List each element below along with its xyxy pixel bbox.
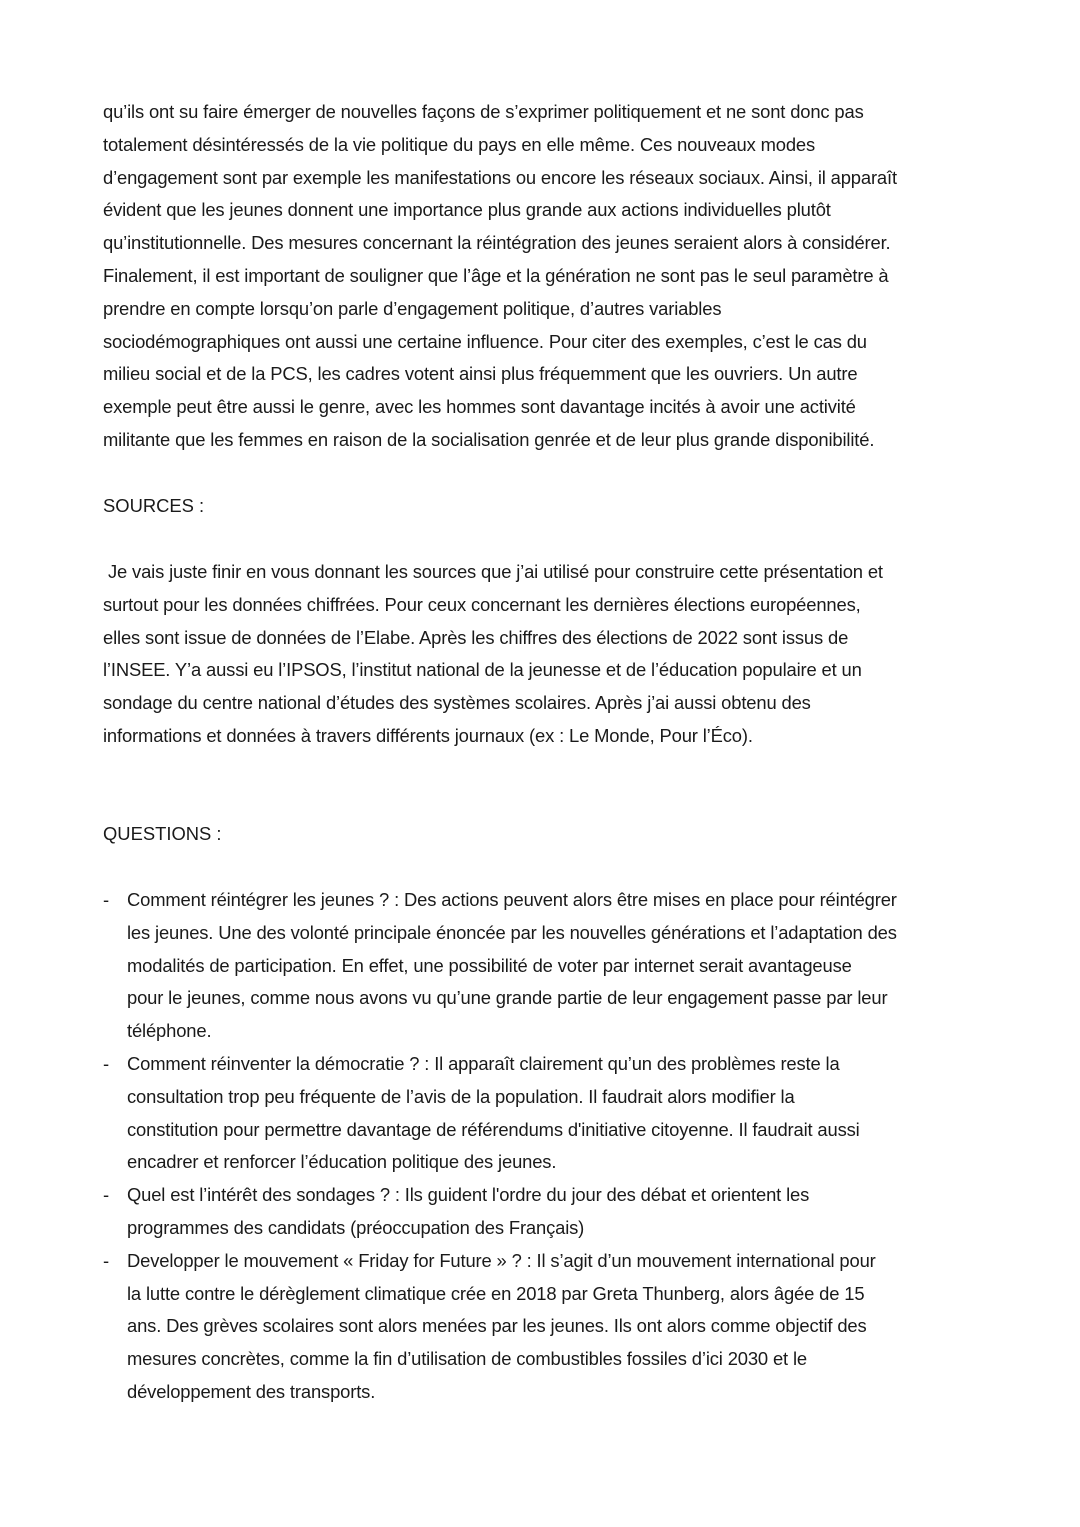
text-line: évident que les jeunes donnent une importance plus grande aux actions individuelles plutôt bbox=[103, 199, 831, 221]
sources-paragraph bbox=[103, 556, 1003, 753]
text-line: qu’institutionnelle. Des mesures concernant la réintégration des jeunes seraient alors à considérer. bbox=[103, 232, 891, 254]
dash-bullet-icon: - bbox=[103, 1052, 110, 1074]
text-line: Comment réinventer la démocratie ? : Il apparaît clairement qu’un des problèmes reste la bbox=[127, 1052, 840, 1074]
text-line: mesures concrètes, comme la fin d’utilisation de combustibles fossiles d’ici 2030 et le bbox=[127, 1348, 807, 1370]
text-line: sondage du centre national d’études des systèmes scolaires. Après j’ai aussi obtenu des bbox=[103, 692, 811, 714]
text-line: programmes des candidats (préoccupation des Français) bbox=[127, 1216, 585, 1238]
text-line: la lutte contre le dérèglement climatique crée en 2018 par Greta Thunberg, alors âgée de 15 bbox=[127, 1282, 865, 1304]
text-line: Quel est l’intérêt des sondages ? : Ils guident l'ordre du jour des débat et orientent les bbox=[127, 1184, 810, 1206]
dash-bullet-icon: - bbox=[103, 1249, 110, 1271]
text-line: téléphone. bbox=[127, 1020, 212, 1042]
text-line: Je vais juste finir en vous donnant les sources que j’ai utilisé pour construire cette présentation et bbox=[103, 561, 883, 582]
text-line: l’INSEE. Y’a aussi eu l’IPSOS, l’institut national de la jeunesse et de l’éducation populaire et un bbox=[103, 659, 862, 681]
question-item-reintegrate-youth bbox=[103, 884, 1003, 1048]
text-line: milieu social et de la PCS, les cadres votent ainsi plus fréquemment que les ouvriers. Un autre bbox=[103, 363, 858, 385]
text-line: informations et données à travers différents journaux (ex : Le Monde, Pour l’Éco). bbox=[103, 724, 753, 746]
conclusion-paragraph bbox=[103, 96, 1003, 457]
text-line: d’engagement sont par exemple les manifestations ou encore les réseaux sociaux. Ainsi, il apparaît bbox=[103, 166, 897, 188]
text-line: militante que les femmes en raison de la socialisation genrée et de leur plus grande disponibilité. bbox=[103, 428, 875, 450]
questions-list bbox=[103, 884, 1003, 1409]
dash-bullet-icon: - bbox=[103, 1184, 110, 1206]
question-item-reinvent-democracy bbox=[103, 1048, 1003, 1179]
text-line: les jeunes. Une des volonté principale énoncée par les nouvelles générations et l’adaptation des bbox=[127, 921, 897, 943]
text-line: Developper le mouvement « Friday for Future » ? : Il s’agit d’un mouvement international pour bbox=[127, 1249, 876, 1271]
text-line: constitution pour permettre davantage de référendums d'initiative citoyenne. Il faudrait aussi bbox=[127, 1118, 860, 1140]
text-line: sociodémographiques ont aussi une certaine influence. Pour citer des exemples, c’est le cas du bbox=[103, 330, 867, 352]
text-line: exemple peut être aussi le genre, avec les hommes sont davantage incités à avoir une activité bbox=[103, 396, 856, 418]
text-line: totalement désintéressés de la vie politique du pays en elle même. Ces nouveaux modes bbox=[103, 133, 816, 155]
questions-heading: QUESTIONS : bbox=[103, 823, 222, 844]
text-line: ans. Des grèves scolaires sont alors menées par les jeunes. Ils ont alors comme objectif des bbox=[127, 1315, 867, 1337]
question-item-friday-for-future bbox=[103, 1245, 1003, 1409]
text-line: elles sont issue de données de l’Elabe. Après les chiffres des élections de 2022 sont issus de bbox=[103, 626, 849, 648]
text-line: qu’ils ont su faire émerger de nouvelles façons de s’exprimer politiquement et ne sont donc pas bbox=[103, 101, 864, 122]
text-line: encadrer et renforcer l’éducation politique des jeunes. bbox=[127, 1151, 557, 1173]
dash-bullet-icon: - bbox=[103, 889, 110, 910]
text-line: prendre en compte lorsqu’on parle d’engagement politique, d’autres variables bbox=[103, 297, 722, 319]
text-line: modalités de participation. En effet, une possibilité de voter par internet serait avantageuse bbox=[127, 954, 852, 976]
text-line: pour le jeunes, comme nous avons vu qu’une grande partie de leur engagement passe par leur bbox=[127, 987, 888, 1009]
question-item-polls-interest bbox=[103, 1179, 1003, 1245]
text-line: Finalement, il est important de souligner que l’âge et la génération ne sont pas le seul paramètre à bbox=[103, 264, 889, 286]
text-line: développement des transports. bbox=[127, 1380, 376, 1402]
text-line: surtout pour les données chiffrées. Pour ceux concernant les dernières élections européennes, bbox=[103, 593, 861, 615]
text-line: consultation trop peu fréquente de l’avis de la population. Il faudrait alors modifier la bbox=[127, 1085, 795, 1107]
sources-heading: SOURCES : bbox=[103, 495, 205, 516]
text-line: Comment réintégrer les jeunes ? : Des actions peuvent alors être mises en place pour réintégrer bbox=[127, 889, 897, 910]
